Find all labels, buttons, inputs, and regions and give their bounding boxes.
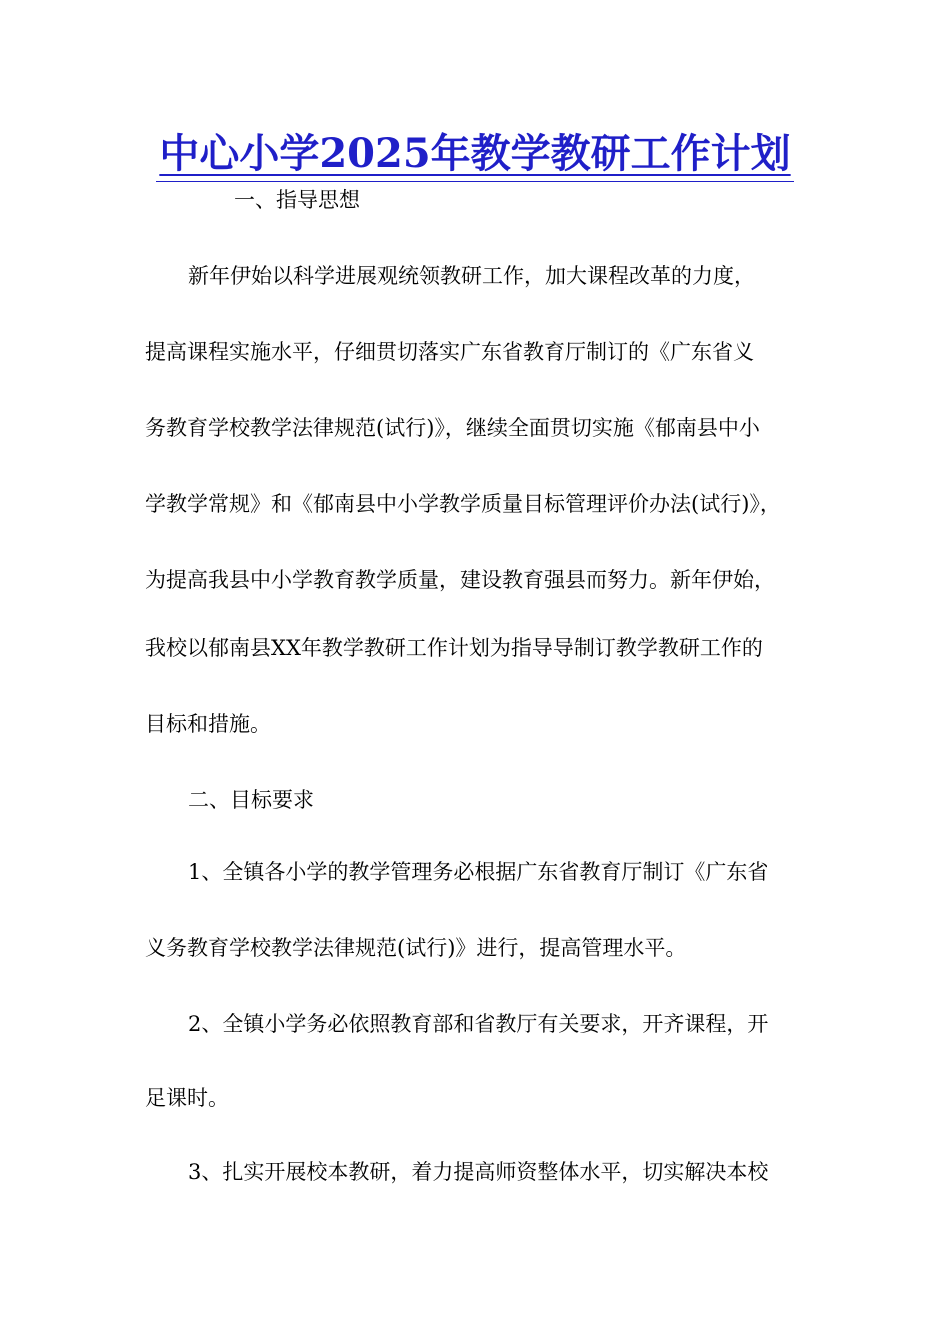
list-item-2-line-1: 2、全镇小学务必依照教育部和省教厅有关要求，开齐课程，开 (188, 1012, 769, 1036)
heading-guiding-thought: 一、指导思想 (234, 188, 360, 212)
list-item-1-line-2: 义务教育学校教学法律规范(试行)》进行，提高管理水平。 (145, 936, 687, 960)
paragraph-line-7: 目标和措施。 (145, 712, 271, 736)
paragraph-line-5: 为提高我县中小学教育教学质量，建设教育强县而努力。新年伊始， (145, 568, 775, 592)
heading-target-requirements: 二、目标要求 (188, 788, 314, 812)
title-double-underline (156, 181, 794, 182)
paragraph-line-6: 我校以郁南县XX年教学教研工作计划为指导导制订教学教研工作的 (145, 636, 763, 660)
paragraph-line-1: 新年伊始以科学进展观统领教研工作，加大课程改革的力度， (188, 264, 755, 288)
paragraph-line-2: 提高课程实施水平，仔细贯切落实广东省教育厅制订的《广东省义 (145, 340, 754, 364)
list-item-3-line-1: 3、扎实开展校本教研，着力提高师资整体水平，切实解决本校 (188, 1160, 769, 1184)
paragraph-line-4: 学教学常规》和《郁南县中小学教学质量目标管理评价办法(试行)》， (145, 492, 781, 516)
list-item-1-line-1: 1、全镇各小学的教学管理务必根据广东省教育厅制订《广东省 (188, 860, 769, 884)
document-title: 中心小学2025年教学教研工作计划 (159, 130, 791, 177)
list-item-2-line-2: 足课时。 (145, 1086, 229, 1110)
paragraph-line-3: 务教育学校教学法律规范(试行)》，继续全面贯切实施《郁南县中小 (145, 416, 760, 440)
